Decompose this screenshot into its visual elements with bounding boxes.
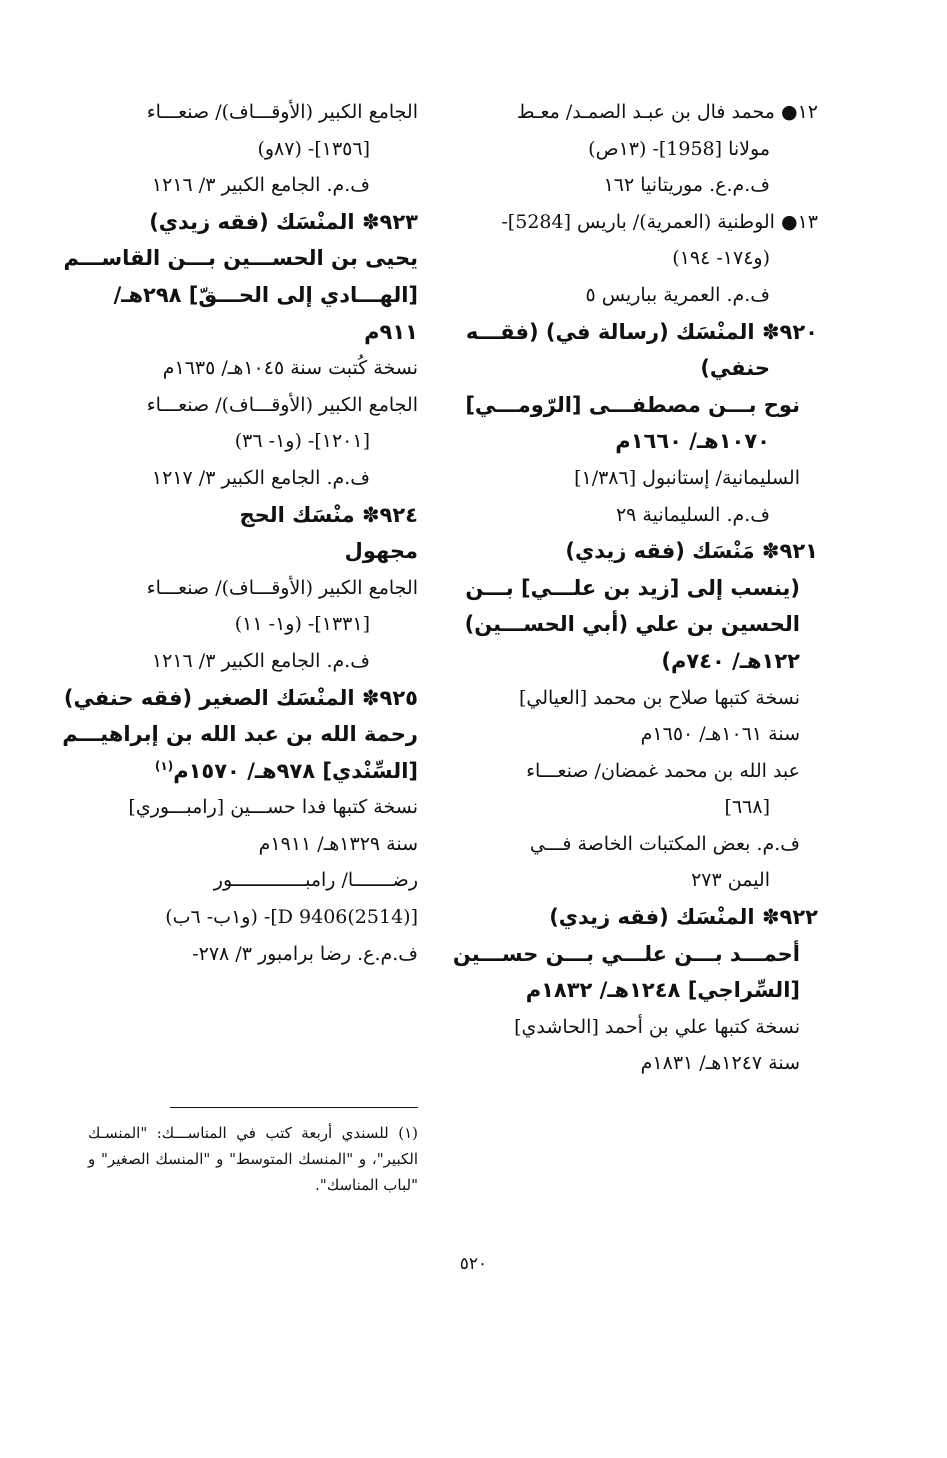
right-column (452, 94, 818, 1082)
text-line (88, 936, 418, 973)
line-text: ٩٢٤✽ منْسَك الحج (239, 502, 418, 527)
text-line (470, 94, 818, 131)
text-line (88, 94, 418, 131)
text-line (88, 277, 418, 314)
line-text: أحمـــد بـــن علـــي بـــن حســـين (452, 941, 800, 966)
text-line (88, 460, 418, 497)
text-line (88, 789, 418, 826)
line-text: نسخة كُتبت سنة ١٠٤٥هـ/ ١٦٣٥م (162, 357, 418, 380)
line-text: (ينسب إلى [زيد بن علـــي] بـــن (465, 575, 800, 600)
text-line (88, 497, 418, 534)
line-text: اليمن ٢٧٣ (691, 869, 770, 892)
line-text: ف.م. السليمانية ٢٩ (615, 503, 770, 526)
line-text: سنة ١٣٢٩هـ/ ١٩١١م (258, 832, 418, 855)
line-text: ف.م. العمرية بباريس ٥ (585, 283, 770, 306)
line-text: ٩٢٠✽ المنْسَك (رسالة في) (فقـــه (465, 319, 818, 344)
line-text: نسخة كتبها صلاح بن محمد [العيالي] (518, 686, 800, 709)
line-text: [١٢٠١]- (و١- ٣٦) (234, 430, 370, 453)
line-text: الجامع الكبير (الأوقـــاف)/ صنعـــاء (146, 101, 418, 123)
text-line (470, 753, 818, 790)
text-line (470, 350, 818, 387)
text-line (88, 643, 418, 680)
line-text: ٩٢٥✽ المنْسَك الصغير (فقه حنفي) (63, 685, 418, 710)
line-text: ف.م. الجامع الكبير ٣/ ١٢١٦ (151, 649, 370, 672)
text-line (470, 1045, 818, 1082)
text-line (470, 204, 818, 241)
text-line (88, 606, 418, 643)
text-line (63, 240, 418, 277)
line-text: ٩٢٣✽ المنْسَك (فقه زيدي) (149, 209, 418, 234)
line-text: ١٢٢هـ/ ٧٤٠م) (661, 648, 800, 673)
text-line (470, 240, 818, 277)
line-text: [الهـــادي إلى الحـــقّ] ٢٩٨هـ/ (113, 282, 418, 307)
line-text: عبد الله بن محمد غمضان/ صنعـــاء (526, 759, 800, 782)
line-text: [٦٦٨] (724, 796, 770, 819)
line-text: ف.م.ع. موريتانيا ١٦٢ (603, 174, 770, 197)
text-line (470, 167, 818, 204)
line-text: [السِّنْدي] ٩٧٨هـ/ ١٥٧٠م (173, 758, 418, 783)
text-line (470, 643, 818, 680)
text-line (88, 314, 418, 351)
text-line (470, 423, 818, 460)
line-text: نسخة كتبها فدا حســـين [رامبـــوري] (128, 796, 418, 819)
text-line (470, 862, 818, 899)
text-line (470, 789, 818, 826)
text-line (464, 606, 818, 643)
text-line (62, 716, 418, 753)
line-text: حنفي) (700, 356, 770, 381)
line-text: ف.م.ع. رضا برامبور ٣/ ٢٧٨- (192, 942, 418, 965)
text-line (465, 570, 818, 607)
line-text: [D 9406(2514)]- (و١ب- ٦ب) (165, 906, 418, 929)
line-text: نسخة كتبها علي بن أحمد [الحاشدي] (514, 1015, 800, 1038)
line-text: ف.م. بعض المكتبات الخاصة فـــي (529, 832, 800, 855)
line-text: ٩٢٢✽ المنْسَك (فقه زيدي) (549, 905, 818, 930)
line-text: نوح بـــن مصطفـــى [الرّومـــي] (465, 392, 800, 417)
line-text: ١٣● الوطنية (العمرية)/ باريس [5284]- (501, 210, 818, 233)
line-text: [١٣٣١]- (و١- ١١) (234, 613, 370, 636)
line-text: الجامع الكبير (الأوقـــاف)/ صنعـــاء (146, 393, 418, 416)
line-text: مولانا [1958]- (١٣ص) (588, 137, 770, 160)
text-line (452, 936, 818, 973)
text-line (470, 826, 818, 863)
text-line (88, 167, 418, 204)
line-text: سنة ١٢٤٧هـ/ ١٨٣١م (640, 1052, 800, 1075)
text-line (470, 460, 818, 497)
line-text: ١٠٧٠هـ/ ١٦٦٠م (615, 429, 770, 454)
footnote-separator (170, 1107, 418, 1108)
text-line (470, 716, 818, 753)
text-line (63, 680, 418, 717)
text-line (470, 1009, 818, 1046)
text-line (470, 972, 818, 1009)
text-line (88, 533, 418, 570)
text-line (465, 314, 818, 351)
line-text: رضـــــــا/ رامبـــــــــــــور (213, 869, 418, 892)
text-line (88, 826, 418, 863)
text-line (470, 497, 818, 534)
left-column (62, 94, 418, 972)
line-text: ف.م. الجامع الكبير ٣/ ١٢١٧ (151, 466, 370, 489)
line-text: الحسين بن علي (أبي الحســـين) (464, 612, 800, 637)
text-line (88, 862, 418, 899)
text-line (470, 533, 818, 570)
text-line (88, 131, 418, 168)
footnote-marker: (١) (154, 758, 174, 773)
footnote: (١) للسندي أربعة كتب في المناســـك: "المنسـك الكبير"، و "المنسك المتوسط" و "المنسك الصغير" و "لباب المناسك". (88, 1124, 418, 1194)
text-line (88, 570, 418, 607)
text-line (470, 899, 818, 936)
text-line (88, 204, 418, 241)
line-text: الجامع الكبير (الأوقـــاف)/ صنعـــاء (146, 576, 418, 599)
line-text: مجهول (344, 539, 418, 564)
text-line (465, 387, 818, 424)
page-number: ٥٢٠ (459, 1254, 488, 1274)
line-text: ٩١١م (364, 319, 418, 344)
text-line (88, 350, 418, 387)
line-text: ١٢● محمد فال بن عبـد الصمـد/ معـط (516, 101, 818, 123)
line-text: يحيى بن الحســـين بـــن القاســـم (63, 246, 418, 271)
line-text: رحمة الله بن عبد الله بن إبراهيـــم (62, 722, 418, 747)
text-line (88, 753, 418, 790)
line-text: ف.م. الجامع الكبير ٣/ ١٢١٦ (151, 174, 370, 197)
text-line (88, 899, 418, 936)
text-line (88, 423, 418, 460)
text-line (88, 387, 418, 424)
text-line (470, 277, 818, 314)
text-line (470, 680, 818, 717)
line-text: [١٣٥٦]- (٨٧و) (257, 137, 370, 160)
line-text: السليمانية/ إستانبول [١/٣٨٦] (574, 466, 800, 489)
text-line (470, 131, 818, 168)
line-text: ٩٢١✽ مَنْسَك (فقه زيدي) (565, 539, 818, 564)
line-text: [السِّراجي] ١٢٤٨هـ/ ١٨٣٢م (525, 978, 800, 1003)
line-text: سنة ١٠٦١هـ/ ١٦٥٠م (640, 723, 800, 746)
line-text: (و١٧٤- ١٩٤) (672, 247, 770, 270)
